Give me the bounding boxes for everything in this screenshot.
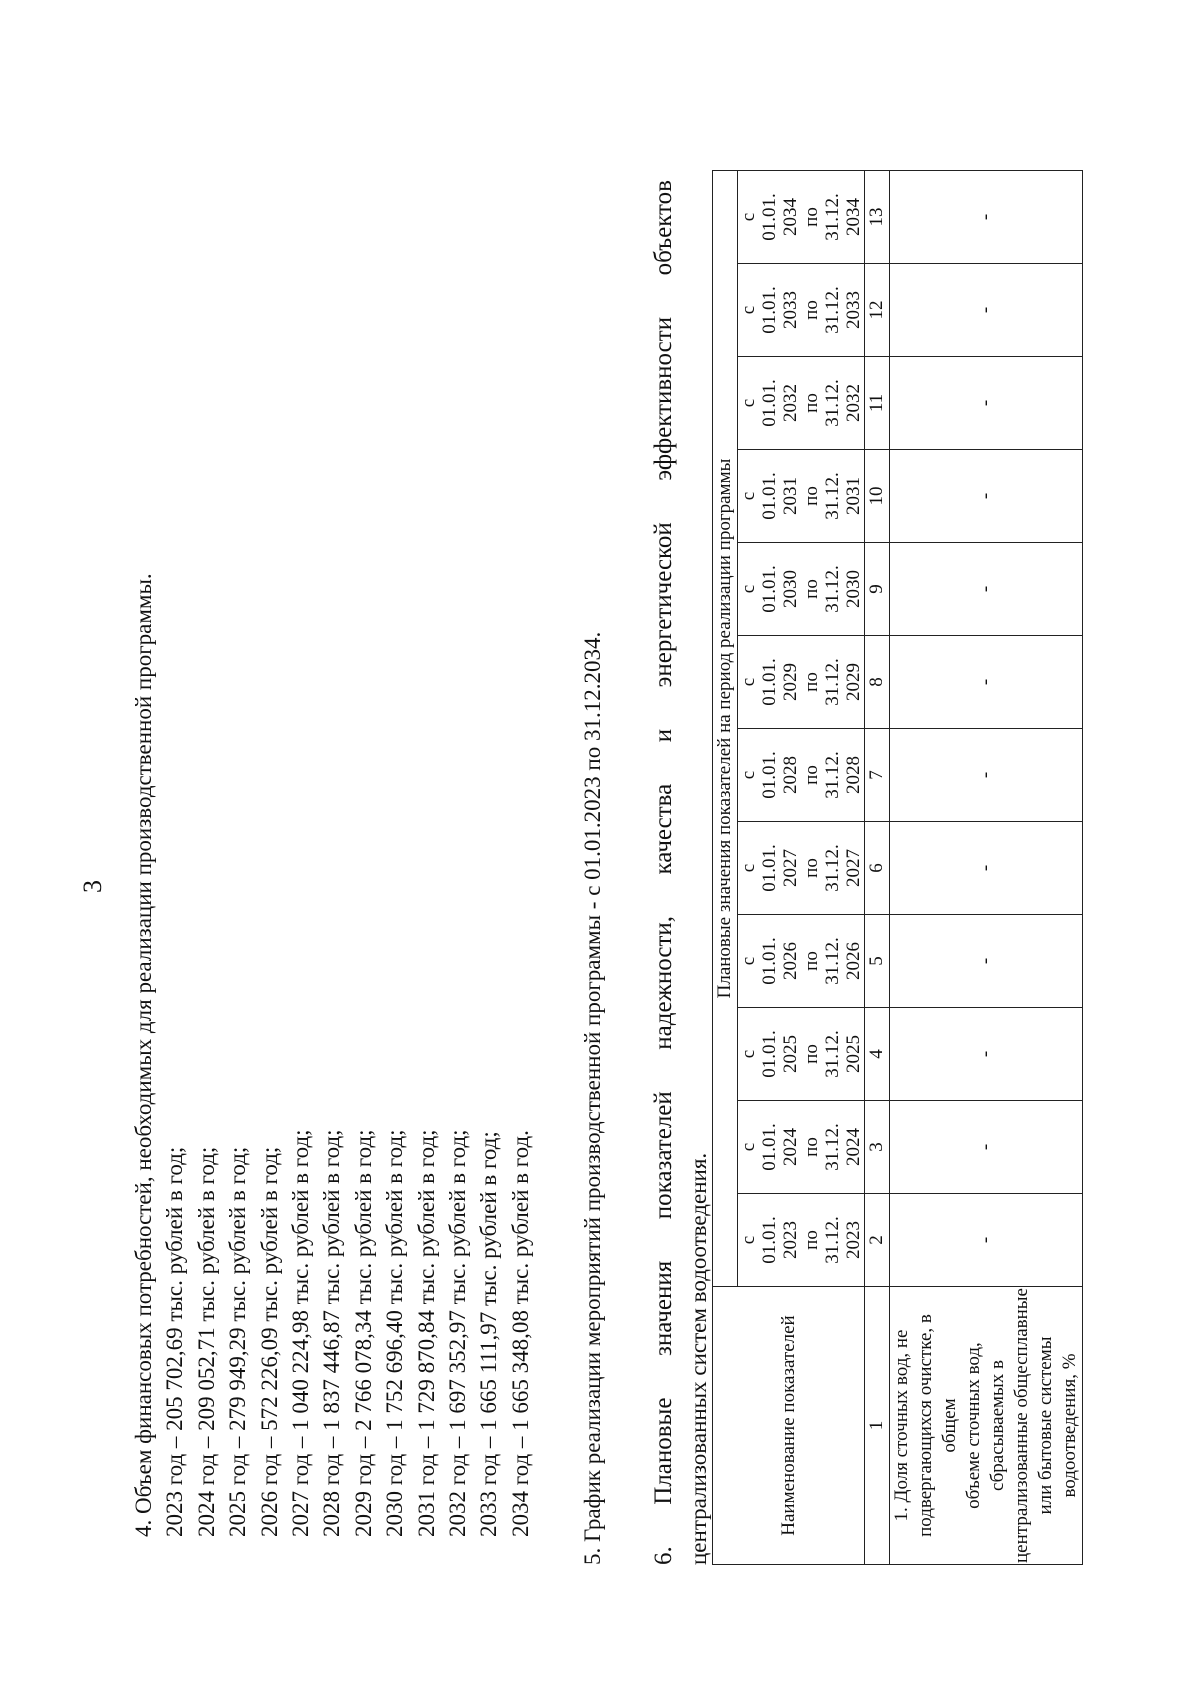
period-from-date: 01.01.: [759, 472, 780, 520]
period-to-year: 2029: [843, 663, 864, 701]
period-from: с: [738, 212, 759, 222]
financial-line: 2026 год – 572 226,09 тыс. рублей в год;: [256, 1146, 282, 1537]
section-4: [128, 137, 536, 1537]
period-to-date: 31.12.: [822, 1030, 843, 1078]
indicator-value: -: [890, 543, 1083, 636]
indicator-value: -: [890, 636, 1083, 729]
period-from-date: 01.01.: [759, 286, 780, 334]
period-from-year: 2027: [780, 849, 801, 887]
indicator-name-line: подвергающихся очистке, в общем: [915, 1314, 960, 1537]
period-header: [738, 822, 865, 915]
section-5: 5. График реализации мероприятий производственной программы - с 01.01.2023 по 31.12.2034.: [580, 631, 605, 1565]
period-to-year: 2028: [843, 756, 864, 794]
heading-word: объектов: [650, 180, 677, 276]
period-from: с: [738, 863, 759, 873]
period-header: [738, 729, 865, 822]
indicator-name-line: водоотведения, %: [1059, 1353, 1080, 1498]
period-to-year: 2027: [843, 849, 864, 887]
period-to-year: 2025: [843, 1035, 864, 1073]
heading-word: эффективности: [650, 316, 677, 481]
period-from-date: 01.01.: [759, 1030, 780, 1078]
period-from: с: [738, 956, 759, 966]
period-to-date: 31.12.: [822, 1216, 843, 1264]
period-to-year: 2024: [843, 1128, 864, 1166]
period-from: с: [738, 584, 759, 594]
financial-line: 2023 год – 205 702,69 тыс. рублей в год;: [162, 1146, 188, 1537]
period-from: с: [738, 1142, 759, 1152]
table-row: [890, 171, 1083, 1565]
heading-word: энергетической: [650, 522, 677, 688]
indicators-table: [712, 170, 1083, 1565]
period-header: [738, 1194, 865, 1287]
period-to-date: 31.12.: [822, 193, 843, 241]
period-header: [738, 264, 865, 357]
heading-word: значения: [650, 1260, 677, 1357]
column-number: 13: [865, 171, 890, 264]
indicator-value: -: [890, 822, 1083, 915]
period-to-year: 2031: [843, 477, 864, 515]
indicator-value: -: [890, 264, 1083, 357]
column-number: 7: [865, 729, 890, 822]
period-from: с: [738, 491, 759, 501]
period-from-year: 2032: [780, 384, 801, 422]
period-from-year: 2023: [780, 1221, 801, 1259]
column-number: 3: [865, 1101, 890, 1194]
period-from-year: 2030: [780, 570, 801, 608]
column-number: 11: [865, 357, 890, 450]
period-from-year: 2033: [780, 291, 801, 329]
period-to-date: 31.12.: [822, 844, 843, 892]
period-to-year: 2033: [843, 291, 864, 329]
column-number: 6: [865, 822, 890, 915]
indicator-value: -: [890, 450, 1083, 543]
indicator-value: -: [890, 1008, 1083, 1101]
group-header: Плановые значения показателей на период реализации программы: [713, 171, 738, 1287]
period-to: по: [801, 300, 822, 320]
period-from: с: [738, 770, 759, 780]
period-header: [738, 1008, 865, 1101]
heading-word: 6.: [650, 1546, 677, 1565]
period-from-date: 01.01.: [759, 937, 780, 985]
financial-line: 2027 год – 1 040 224,98 тыс. рублей в год;: [288, 1129, 314, 1537]
section-4-heading: 4. Объем финансовых потребностей, необходимых для реализации производственной программы.: [131, 573, 156, 1537]
period-to: по: [801, 858, 822, 878]
period-to-year: 2032: [843, 384, 864, 422]
indicator-name-line: объеме сточных вод, сбрасываемых в: [963, 1342, 1008, 1509]
heading-word: Плановые: [650, 1397, 677, 1505]
period-to: по: [801, 951, 822, 971]
period-from-year: 2034: [780, 198, 801, 236]
period-header: [738, 636, 865, 729]
financial-line: 2030 год – 1 752 696,40 тыс. рублей в год;: [382, 1129, 408, 1537]
period-to-date: 31.12.: [822, 751, 843, 799]
financial-line: 2033 год – 1 665 111,97 тыс. рублей в год;: [476, 1131, 502, 1537]
indicator-value: -: [890, 171, 1083, 264]
name-header: Наименование показателей: [713, 1287, 865, 1565]
indicator-value: -: [890, 1194, 1083, 1287]
period-to-date: 31.12.: [822, 565, 843, 613]
period-from: с: [738, 1235, 759, 1245]
column-number: 12: [865, 264, 890, 357]
financial-lines: [159, 137, 536, 1537]
period-from: с: [738, 305, 759, 315]
period-to-year: 2030: [843, 570, 864, 608]
period-to-date: 31.12.: [822, 286, 843, 334]
financial-line: 2028 год – 1 837 446,87 тыс. рублей в год;: [319, 1129, 345, 1537]
period-to-date: 31.12.: [822, 937, 843, 985]
period-header: [738, 543, 865, 636]
column-number: 5: [865, 915, 890, 1008]
period-from-date: 01.01.: [759, 1216, 780, 1264]
column-number: 4: [865, 1008, 890, 1101]
indicator-name-line: 1. Доля сточных вод, не: [891, 1329, 912, 1522]
financial-line: 2031 год – 1 729 870,84 тыс. рублей в год;: [413, 1129, 439, 1537]
period-to: по: [801, 1137, 822, 1157]
period-from: с: [738, 1049, 759, 1059]
column-number: 2: [865, 1194, 890, 1287]
period-to-date: 31.12.: [822, 658, 843, 706]
period-from-year: 2028: [780, 756, 801, 794]
period-from-year: 2031: [780, 477, 801, 515]
column-number: 8: [865, 636, 890, 729]
period-header: [738, 357, 865, 450]
period-to: по: [801, 1044, 822, 1064]
period-from: с: [738, 398, 759, 408]
financial-line: 2032 год – 1 697 352,97 тыс. рублей в год;: [445, 1129, 471, 1537]
period-from-date: 01.01.: [759, 658, 780, 706]
page-number: 3: [78, 880, 107, 893]
financial-line: 2029 год – 2 766 078,34 тыс. рублей в год;: [350, 1129, 376, 1537]
period-to: по: [801, 1230, 822, 1250]
period-from-year: 2025: [780, 1035, 801, 1073]
period-to: по: [801, 207, 822, 227]
period-header: [738, 1101, 865, 1194]
period-to-year: 2023: [843, 1221, 864, 1259]
period-from-year: 2029: [780, 663, 801, 701]
period-from-year: 2026: [780, 942, 801, 980]
heading-word: надежности,: [650, 916, 677, 1050]
period-to-year: 2026: [843, 942, 864, 980]
period-from-date: 01.01.: [759, 193, 780, 241]
indicator-value: -: [890, 915, 1083, 1008]
indicator-value: -: [890, 357, 1083, 450]
indicator-name: [890, 1287, 1083, 1565]
column-number: 1: [865, 1287, 890, 1565]
period-from-date: 01.01.: [759, 751, 780, 799]
heading-word: качества: [650, 783, 677, 875]
period-to: по: [801, 486, 822, 506]
period-to-date: 31.12.: [822, 472, 843, 520]
period-header: [738, 915, 865, 1008]
indicator-value: -: [890, 1101, 1083, 1194]
period-to: по: [801, 393, 822, 413]
period-to-year: 2034: [843, 198, 864, 236]
financial-line: 2024 год – 209 052,71 тыс. рублей в год;: [193, 1146, 219, 1537]
indicator-name-line: или бытовые системы: [1035, 1336, 1056, 1515]
period-to: по: [801, 765, 822, 785]
column-number: 9: [865, 543, 890, 636]
column-number: 10: [865, 450, 890, 543]
period-to-date: 31.12.: [822, 1123, 843, 1171]
period-to: по: [801, 672, 822, 692]
financial-line: 2034 год – 1 665 348,08 тыс. рублей в год.: [507, 1130, 533, 1537]
indicator-name-line: централизованные общесплавные: [1011, 1288, 1032, 1563]
indicator-value: -: [890, 729, 1083, 822]
section-6-heading: [650, 180, 678, 1565]
period-from-year: 2024: [780, 1128, 801, 1166]
period-from-date: 01.01.: [759, 379, 780, 427]
heading-word: и: [650, 728, 677, 743]
period-from-date: 01.01.: [759, 844, 780, 892]
column-number-row: [865, 171, 890, 1565]
period-header: [738, 450, 865, 543]
heading-word: показателей: [650, 1091, 677, 1220]
period-from-date: 01.01.: [759, 1123, 780, 1171]
period-from-date: 01.01.: [759, 565, 780, 613]
financial-line: 2025 год – 279 949,29 тыс. рублей в год;: [225, 1146, 251, 1537]
period-to: по: [801, 579, 822, 599]
period-header: [738, 171, 865, 264]
period-from: с: [738, 677, 759, 687]
period-to-date: 31.12.: [822, 379, 843, 427]
section-6-heading-continued: централизованных систем водоотведения.: [686, 1152, 711, 1565]
